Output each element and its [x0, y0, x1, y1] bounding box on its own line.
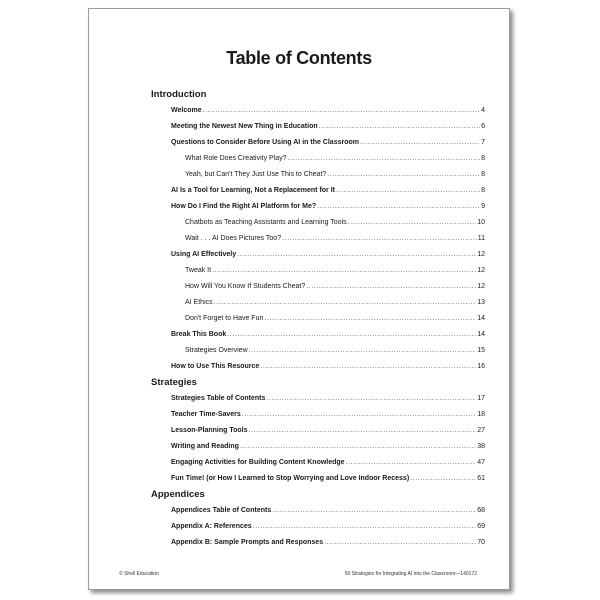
toc-entry-label: Wait . . . AI Does Pictures Too?: [185, 235, 282, 242]
toc-entry: [151, 103, 485, 119]
dot-leader: [410, 471, 476, 487]
dot-leader: [264, 311, 476, 327]
toc-entry-label: Don't Forget to Have Fun: [185, 315, 264, 322]
toc-entry-label: Engaging Activities for Building Content Knowledge: [171, 459, 345, 466]
toc-entry: [151, 503, 485, 519]
toc-entry-label: Strategies Table of Contents: [171, 395, 266, 402]
toc-entry: [151, 535, 485, 551]
dot-leader: [346, 455, 477, 471]
toc-entry: [151, 423, 485, 439]
toc-page-number: 10: [477, 219, 485, 226]
toc-entry-label: How Do I Find the Right AI Platform for Me?: [171, 203, 317, 210]
toc-entry: [151, 311, 485, 327]
toc-page-number: 68: [477, 507, 485, 514]
toc-entry-label: AI Ethics: [185, 299, 213, 306]
toc-page-number: 38: [477, 443, 485, 450]
toc-entry-label: Teacher Time-Savers: [171, 411, 241, 418]
toc-entry-label: Lesson-Planning Tools: [171, 427, 248, 434]
toc-entry: [151, 151, 485, 167]
toc-page-number: 11: [477, 235, 485, 242]
toc-entry-label: Writing and Reading: [171, 443, 239, 450]
toc-entry: [151, 327, 485, 343]
page-title: Table of Contents: [226, 48, 372, 68]
toc-page-number: 14: [477, 331, 485, 338]
toc-page-number: 27: [477, 427, 485, 434]
dot-leader: [282, 231, 477, 247]
toc-page-number: 47: [477, 459, 485, 466]
table-of-contents: [151, 87, 485, 551]
toc-entry: [151, 119, 485, 135]
dot-leader: [306, 279, 476, 295]
toc-entry-label: Break This Book: [171, 331, 227, 338]
dot-leader: [240, 439, 476, 455]
toc-page-number: 18: [477, 411, 485, 418]
document-page: [88, 8, 510, 590]
toc-entry-label: Welcome: [171, 107, 202, 114]
toc-entry-label: Meeting the Newest New Thing in Education: [171, 123, 318, 130]
footer-book-title: 50 Strategies for Integrating AI into the Classroom—140172: [344, 571, 477, 577]
dot-leader: [319, 119, 480, 135]
toc-entry-label: AI Is a Tool for Learning, Not a Replacement for It: [171, 187, 336, 194]
toc-page-number: 9: [481, 203, 485, 210]
toc-entry-label: Using AI Effectively: [171, 251, 237, 258]
toc-entry-label: Tweak It: [185, 267, 212, 274]
toc-entry-label: Fun Time! (or How I Learned to Stop Worrying and Love Indoor Recess): [171, 475, 410, 482]
toc-page-number: 6: [481, 123, 485, 130]
toc-page-number: 12: [477, 283, 485, 290]
dot-leader: [249, 343, 477, 359]
dot-leader: [214, 295, 477, 311]
toc-entry: [151, 247, 485, 263]
toc-entry: [151, 167, 485, 183]
toc-entry: [151, 279, 485, 295]
toc-page-number: 8: [481, 155, 485, 162]
toc-entry: [151, 519, 485, 535]
dot-leader: [327, 167, 480, 183]
toc-entry: [151, 199, 485, 215]
dot-leader: [266, 391, 476, 407]
toc-page-number: 15: [477, 347, 485, 354]
dot-leader: [260, 359, 476, 375]
toc-page-number: 7: [481, 139, 485, 146]
dot-leader: [237, 247, 476, 263]
section-heading: Introduction: [151, 89, 207, 100]
page-footer: [119, 571, 477, 577]
dot-leader: [360, 135, 480, 151]
section-heading: Appendices: [151, 489, 205, 500]
dot-leader: [253, 519, 477, 535]
section-heading: Strategies: [151, 377, 197, 388]
toc-entry: [151, 359, 485, 375]
toc-entry-label: Appendix B: Sample Prompts and Responses: [171, 539, 324, 546]
dot-leader: [336, 183, 480, 199]
toc-entry: [151, 439, 485, 455]
toc-page-number: 13: [477, 299, 485, 306]
dot-leader: [227, 327, 476, 343]
toc-entry: [151, 343, 485, 359]
toc-page-number: 12: [477, 267, 485, 274]
toc-page-number: 69: [477, 523, 485, 530]
toc-entry: [151, 135, 485, 151]
toc-page-number: 12: [477, 251, 485, 258]
toc-entry-label: Chatbots as Teaching Assistants and Learning Tools: [185, 219, 347, 226]
toc-entry-label: Appendix A: References: [171, 523, 252, 530]
dot-leader: [242, 407, 476, 423]
toc-page-number: 14: [477, 315, 485, 322]
toc-entry-label: Questions to Consider Before Using AI in the Classroom: [171, 139, 359, 146]
toc-entry: [151, 215, 485, 231]
toc-entry: [151, 455, 485, 471]
dot-leader: [203, 103, 480, 119]
toc-page-number: 8: [481, 171, 485, 178]
toc-entry-label: How Will You Know If Students Cheat?: [185, 283, 306, 290]
toc-entry: [151, 263, 485, 279]
footer-publisher: © Shell Education: [119, 571, 159, 577]
dot-leader: [248, 423, 476, 439]
toc-page-number: 16: [477, 363, 485, 370]
toc-entry: [151, 295, 485, 311]
toc-entry-label: What Role Does Creativity Play?: [185, 155, 287, 162]
toc-page-number: 4: [481, 107, 485, 114]
toc-entry-label: Yeah, but Can't They Just Use This to Cheat?: [185, 171, 327, 178]
toc-entry: [151, 183, 485, 199]
dot-leader: [317, 199, 480, 215]
toc-entry-label: Appendices Table of Contents: [171, 507, 272, 514]
toc-entry: [151, 407, 485, 423]
toc-page-number: 61: [477, 475, 485, 482]
dot-leader: [272, 503, 476, 519]
toc-entry: [151, 471, 485, 487]
dot-leader: [324, 535, 476, 551]
dot-leader: [288, 151, 481, 167]
toc-entry: [151, 391, 485, 407]
toc-entry: [151, 231, 485, 247]
dot-leader: [348, 215, 477, 231]
dot-leader: [212, 263, 476, 279]
toc-page-number: 70: [477, 539, 485, 546]
toc-entry-label: How to Use This Resource: [171, 363, 260, 370]
toc-entry-label: Strategies Overview: [185, 347, 248, 354]
toc-page-number: 17: [477, 395, 485, 402]
toc-page-number: 8: [481, 187, 485, 194]
